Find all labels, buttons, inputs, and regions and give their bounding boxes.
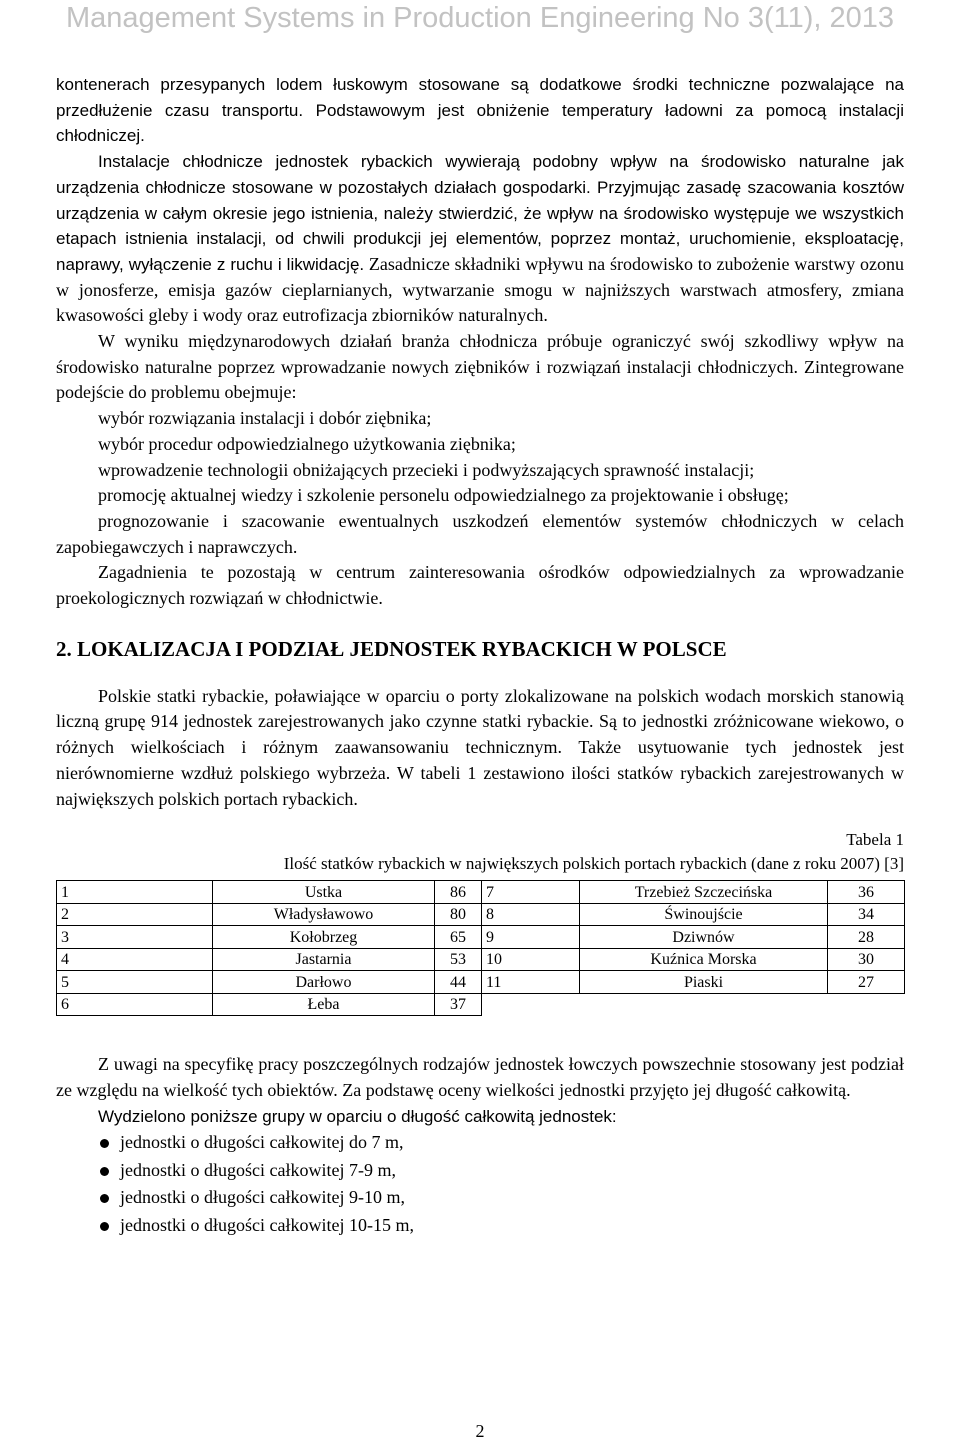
table-cell: Łeba (213, 993, 435, 1016)
table-cell: 27 (828, 971, 905, 994)
table-cell-empty (580, 993, 828, 1016)
table-cell: Dziwnów (580, 926, 828, 949)
table-label: Tabela 1 (846, 830, 904, 850)
table-cell: 9 (482, 926, 580, 949)
section-heading: 2. LOKALIZACJA I PODZIAŁ JEDNOSTEK RYBACKICH W POLSCE (56, 636, 727, 661)
page-content (56, 72, 904, 1239)
list-item: wybór procedur odpowiedzialnego użytkowania ziębnika; (98, 433, 516, 454)
table-row (57, 903, 905, 926)
table-title: Ilość statków rybackich w największych polskich portach rybackich (dane z roku 2007) [3] (283, 854, 904, 874)
list-item (56, 1157, 904, 1185)
paragraph-environment (56, 149, 904, 329)
size-groups-list (56, 1129, 904, 1239)
paragraph-centre: Zagadnienia te pozostają w centrum zainteresowania ośrodków odpowiedzialnych za wprowadzanie proekologicznych rozwiązań w chłodnictwie. (56, 562, 904, 609)
table-cell: 6 (57, 993, 213, 1016)
table-cell: 37 (435, 993, 482, 1016)
table-cell: 11 (482, 971, 580, 994)
paragraph-fleet: Polskie statki rybackie, poławiające w oparciu o porty zlokalizowane na polskich wodach morskich stanowią liczną grupę 914 jednostek zarejestrowanych jako czynne statki rybackie. Są to jednostki zróżnicowane wiekowo, o różnych wielkościach i różnym zaawansowaniu technicznym. Także usytuowanie tych jednostek jest nierównomierne wzdłuż polskiego wybrzeża. W tabeli 1 zestawiono ilości statków rybackich zarejestrowanych w największych polskich portach rybackich. (56, 685, 904, 809)
table-cell: Jastarnia (213, 948, 435, 971)
table-cell: 3 (57, 926, 213, 949)
table-cell: 30 (828, 948, 905, 971)
table-cell: 36 (828, 881, 905, 904)
list-item-text: jednostki o długości całkowitej 9-10 m, (120, 1187, 405, 1208)
paragraph-groups-intro: Wydzielono poniższe grupy w oparciu o długość całkowitą jednostek: (98, 1106, 617, 1126)
page-number: 2 (475, 1421, 485, 1441)
list-item (56, 1129, 904, 1157)
table-cell: 53 (435, 948, 482, 971)
table-cell: 8 (482, 903, 580, 926)
table-cell: 2 (57, 903, 213, 926)
table-caption (56, 828, 904, 876)
table-cell: 1 (57, 881, 213, 904)
list-item: wybór rozwiązania instalacji i dobór ziębnika; (98, 408, 432, 429)
bullet-icon (100, 1222, 109, 1231)
list-item-text: jednostki o długości całkowitej do 7 m, (120, 1132, 404, 1153)
table-cell: 44 (435, 971, 482, 994)
table-cell: Władysławowo (213, 903, 435, 926)
table-cell: Trzebież Szczecińska (580, 881, 828, 904)
table-cell: Ustka (213, 881, 435, 904)
list-item (56, 1184, 904, 1212)
list-item: wprowadzenie technologii obniżających przecieki i podwyższających sprawność instalacji; (98, 459, 755, 480)
table-cell: Kuźnica Morska (580, 948, 828, 971)
paragraph-environment-part1: Instalacje chłodnicze jednostek rybackich wywierają podobny wpływ na środowisko naturalne jak urządzenia chłodnicze stosowane w pozostałych działach gospodarki. Przyjmując zasadę szacowania kosztów urządzenia w całym okresie jego istnienia, należy stwierdzić, że wpływ na środowisko występuje we wszystkich etapach istnienia instalacji, od chwili produkcji jej elementów, poprzez montaż, uruchomienie, eksploatację, naprawy, wyłączenie z ruchu i likwidację. (56, 152, 904, 274)
paragraph-size-division: Z uwagi na specyfikę pracy poszczególnych rodzajów jednostek łowczych powszechnie stosowany jest podział ze względu na wielkość tych obiektów. Za podstawę oceny wielkości jednostki przyjęto jej długość całkowitą. (56, 1054, 904, 1100)
paragraph-continuation: kontenerach przesypanych lodem łuskowym stosowane są dodatkowe środki techniczne pozwalające na przedłużenie czasu transportu. Podstawowym jest obniżenie temperatury ładowni za pomocą instalacji chłodniczej. (56, 75, 904, 146)
list-item: promocję aktualnej wiedzy i szkolenie personelu odpowiedzialnego za projektowanie i obsługę; (98, 485, 789, 506)
table-row (57, 948, 905, 971)
list-item-text: jednostki o długości całkowitej 7-9 m, (120, 1159, 396, 1180)
table-row (57, 971, 905, 994)
table-cell-empty (828, 993, 905, 1016)
list-item: prognozowanie i szacowanie ewentualnych uszkodzeń elementów systemów chłodniczych w celach zapobiegawczych i naprawczych. (56, 510, 904, 557)
table-cell: 4 (57, 948, 213, 971)
paragraph-industry: W wyniku międzynarodowych działań branża chłodnicza próbuje ograniczyć swój szkodliwy wpływ na środowisko naturalne poprzez wprowadzanie nowych ziębników i rozwiązań instalacji chłodniczych. Zintegrowane podejście do problemu obejmuje: (56, 331, 904, 403)
table-cell: Piaski (580, 971, 828, 994)
table-cell: 86 (435, 881, 482, 904)
table-cell: 34 (828, 903, 905, 926)
table-cell-empty (482, 993, 580, 1016)
table-cell: 10 (482, 948, 580, 971)
table-cell: 80 (435, 903, 482, 926)
list-item-text: jednostki o długości całkowitej 10-15 m, (120, 1214, 414, 1235)
table-row (57, 881, 905, 904)
table-cell: Kołobrzeg (213, 926, 435, 949)
paragraph-environment-part2: Zasadnicze składniki wpływu na środowisko to zubożenie warstwy ozonu w jonosferze, emisja gazów cieplarnianych, wytwarzanie smogu w najniższych warstwach atmosfery, zmiana kwasowości gleby i wody oraz eutrofizacja zbiorników naturalnych. (56, 253, 904, 326)
table-cell: 7 (482, 881, 580, 904)
table-cell: 28 (828, 926, 905, 949)
bullet-icon (100, 1139, 109, 1148)
table-row (57, 926, 905, 949)
table-cell: 5 (57, 971, 213, 994)
table-cell: Darłowo (213, 971, 435, 994)
bullet-icon (100, 1194, 109, 1203)
journal-header: Management Systems in Production Engineering No 3(11), 2013 (65, 2, 895, 34)
bullet-icon (100, 1167, 109, 1176)
table-cell: Świnoujście (580, 903, 828, 926)
ports-table (56, 880, 905, 1016)
list-item (56, 1212, 904, 1240)
table-row (57, 993, 905, 1016)
table-cell: 65 (435, 926, 482, 949)
